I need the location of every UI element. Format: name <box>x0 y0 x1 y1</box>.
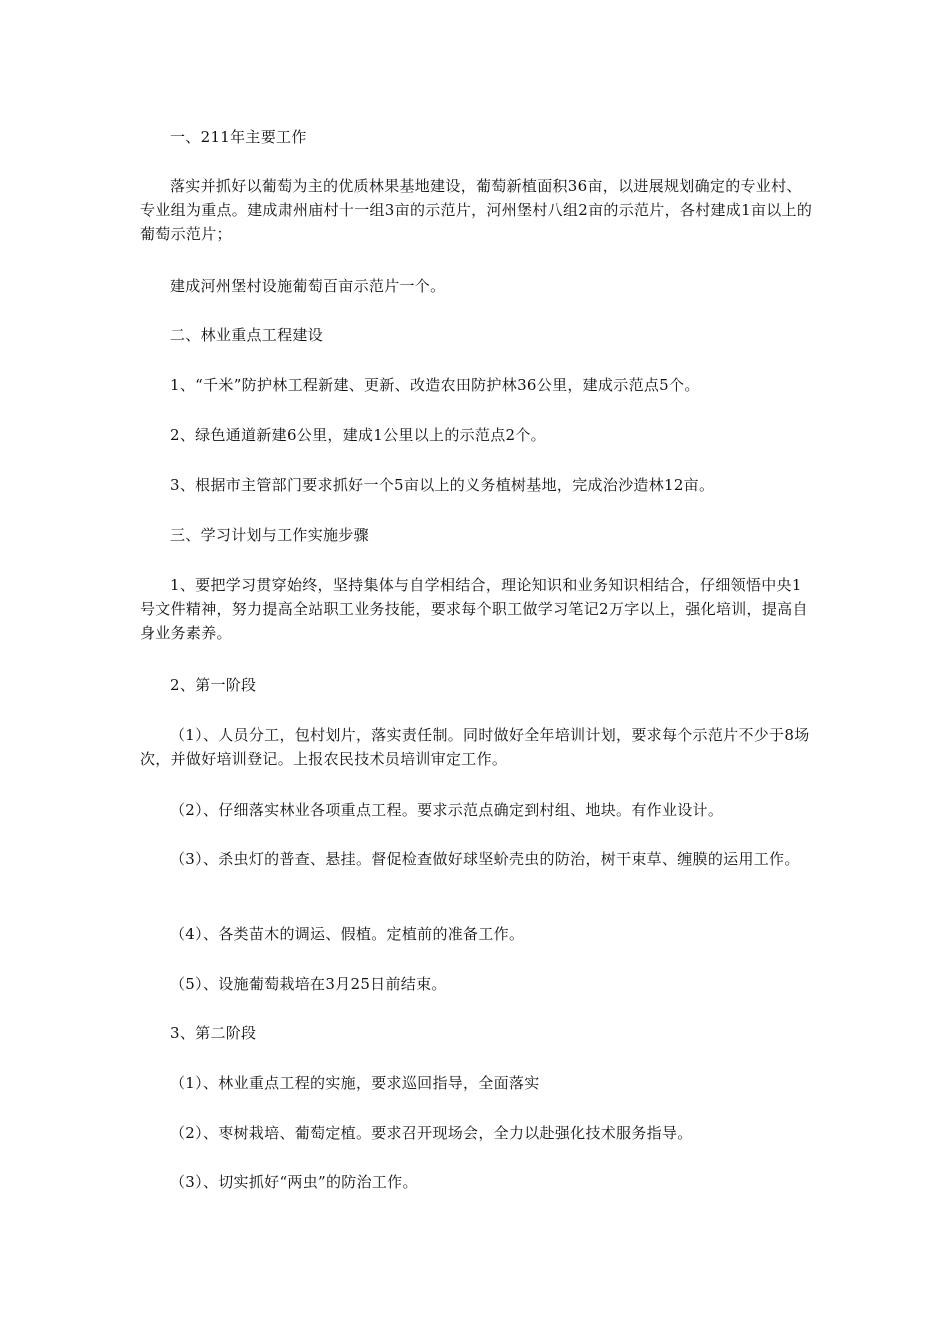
stage-1-item-1: （1）、人员分工，包村划片，落实责任制。同时做好全年培训计划，要求每个示范片不少于8场次，并做好培训登记。上报农民技术员培训审定工作。 <box>140 726 810 768</box>
subheading-stage-2: 3、第二阶段 <box>170 1024 257 1042</box>
stage-2-item-1: （1）、林业重点工程的实施，要求巡回指导，全面落实 <box>170 1074 540 1092</box>
item-green-channel: 2、绿色通道新建6公里，建成1公里以上的示范点2个。 <box>170 426 546 444</box>
stage-1-item-2: （2）、仔细落实林业各项重点工程。要求示范点确定到村组、地块。有作业设计。 <box>170 801 724 819</box>
stage-2-item-2: （2）、枣树栽培、葡萄定植。要求召开现场会，全力以赴强化技术服务指导。 <box>170 1124 693 1142</box>
subheading-stage-1: 2、第一阶段 <box>170 676 257 694</box>
item-tree-planting: 3、根据市主管部门要求抓好一个5亩以上的义务植树基地，完成治沙造林12亩。 <box>170 476 715 494</box>
heading-section-2: 二、林业重点工程建设 <box>170 326 324 344</box>
item-study: 1、要把学习贯穿始终，坚持集体与自学相结合，理论知识和业务知识相结合，仔细领悟中央1号文件精神，努力提高全站职工业务技能，要求每个职工做学习笔记2万字以上，强化培训，提高自身业务素养。 <box>140 576 808 642</box>
stage-2-item-3: （3）、切实抓好“两虫”的防治工作。 <box>170 1173 418 1191</box>
heading-section-1: 一、211年主要工作 <box>170 128 307 146</box>
stage-1-item-4: （4）、各类苗木的调运、假植。定植前的准备工作。 <box>170 925 525 943</box>
heading-section-3: 三、学习计划与工作实施步骤 <box>170 526 369 544</box>
paragraph-grape-demo: 建成河州堡村设施葡萄百亩示范片一个。 <box>170 277 446 295</box>
stage-1-item-3: （3）、杀虫灯的普查、悬挂。督促检查做好球坚蚧壳虫的防治，树干束草、缠膜的运用工作。 <box>170 850 800 868</box>
paragraph-grape-base: 落实并抓好以葡萄为主的优质林果基地建设，葡萄新植面积36亩，以进展规划确定的专业村、专业组为重点。建成肃州庙村十一组3亩的示范片，河州堡村八组2亩的示范片，各村建成1亩以上的葡萄示范片； <box>140 177 813 243</box>
item-shelterbelt: 1、“千米”防护林工程新建、更新、改造农田防护林36公里，建成示范点5个。 <box>170 376 700 394</box>
stage-1-item-5: （5）、设施葡萄栽培在3月25日前结束。 <box>170 975 447 993</box>
